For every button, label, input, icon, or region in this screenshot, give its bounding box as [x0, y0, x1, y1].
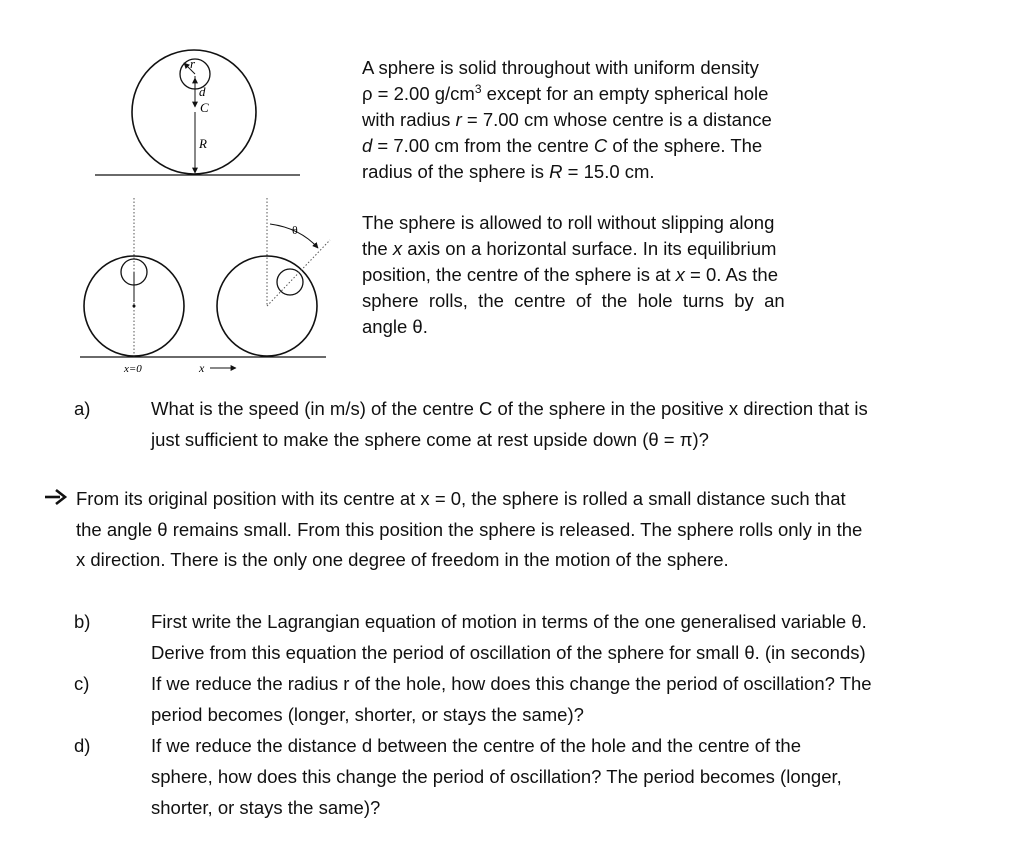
- intro-line: sphere rolls, the centre of the hole turns by an: [362, 290, 785, 311]
- intro-line: position, the centre of the sphere is at x = 0. As the: [362, 264, 778, 285]
- intro-line: A sphere is solid throughout with uniform density: [362, 57, 759, 78]
- question-d-text: If we reduce the distance d between the centre of the hole and the centre of the sphere, how does this change the period of oscillation? The period becomes (longer, shorter, or stays the same)?: [151, 735, 842, 818]
- intro-line: with radius r = 7.00 cm whose centre is a distance: [362, 109, 772, 130]
- arrow-paragraph: From its original position with its centre at x = 0, the sphere is rolled a small distance such that the angle θ remains small. From this position the sphere is released. The sphere rolls only in the x direction. There is the only one degree of freedom in the motion of the sphere.: [76, 488, 863, 570]
- right-dotted-diagonal: [267, 240, 330, 306]
- left-centre-dot: [133, 305, 136, 308]
- label-x0: x=0: [124, 363, 142, 375]
- question-c-label: c): [74, 673, 90, 694]
- top-sphere-figure: [95, 50, 300, 175]
- question-b-label: b): [74, 611, 91, 632]
- intro-paragraph-1: [362, 55, 814, 185]
- label-C: C: [200, 100, 209, 115]
- question-b-text: First write the Lagrangian equation of motion in terms of the one generalised variable θ. Derive from this equation the period of oscillation of the sphere for small θ. (in seconds): [151, 611, 867, 663]
- label-x: x: [199, 361, 205, 375]
- label-R: R: [199, 136, 207, 151]
- intro-line: The sphere is allowed to roll without slipping along: [362, 212, 775, 233]
- question-c-text: If we reduce the radius r of the hole, how does this change the period of oscillation? The period becomes (longer, shorter, or stays the same)?: [151, 673, 872, 725]
- intro-paragraph-2: [362, 210, 814, 340]
- question-a-text: What is the speed (in m/s) of the centre C of the sphere in the positive x direction that is just sufficient to make the sphere come at rest upside down (θ = π)?: [151, 398, 868, 450]
- intro-line: the x axis on a horizontal surface. In its equilibrium: [362, 238, 777, 259]
- label-r: r: [190, 56, 196, 71]
- question-a-label: a): [74, 398, 91, 419]
- question-d-label: d): [74, 735, 91, 756]
- intro-line: radius of the sphere is R = 15.0 cm.: [362, 161, 655, 182]
- bottom-rolling-figure: [80, 198, 330, 375]
- sphere-diagram: [0, 0, 340, 380]
- label-d: d: [199, 84, 206, 99]
- intro-line: angle θ.: [362, 316, 428, 337]
- intro-line: ρ = 2.00 $g/cm^3$ except for an empty spherical hole: [362, 82, 769, 104]
- intro-line: d = 7.00 cm from the centre C of the sphere. The: [362, 135, 763, 156]
- label-theta: θ: [292, 223, 298, 237]
